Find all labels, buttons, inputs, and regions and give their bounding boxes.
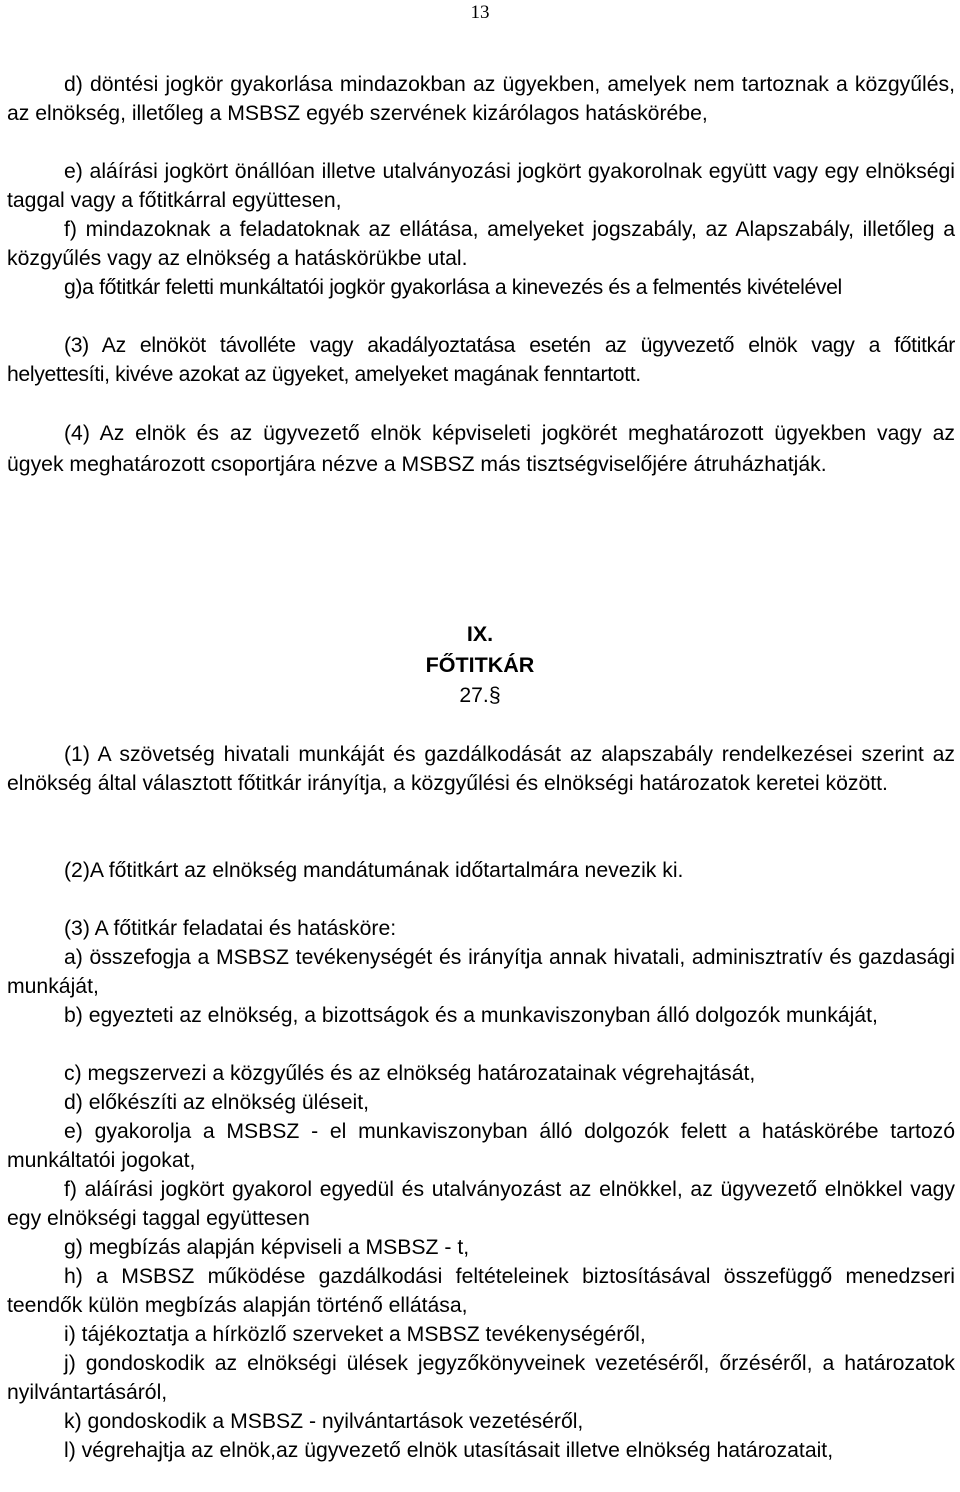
duty-i-text: i) tájékoztatja a hírközlő szerveket a MSBSZ tevékenységéről, xyxy=(64,1323,646,1346)
duty-k-text: k) gondoskodik a MSBSZ - nyilvántartások vezetéséről, xyxy=(64,1410,584,1433)
duty-g-text: g) megbízás alapján képviseli a MSBSZ - t, xyxy=(64,1236,470,1259)
duty-b-text: b) egyezteti az elnökség, a bizottságok és a munkaviszonyban álló dolgozók munkáját, xyxy=(64,1004,878,1027)
duty-j-text: j) gondoskodik az elnökségi ülések jegyzőkönyveinek vezetéséről, őrzéséről, a határozatok nyilvántartásáról, xyxy=(7,1352,955,1404)
paragraph-27-1-text: (1) A szövetség hivatali munkáját és gazdálkodását az alapszabály rendelkezései szerint az elnökség által választott főtitkár irányítja, a közgyűlési és elnökségi határozatok keretei között. xyxy=(7,743,955,795)
page-number: 13 xyxy=(470,2,490,23)
duty-f-text: f) aláírási jogkört gyakorol egyedül és utalványozást az elnökkel, az ügyvezető elnökkel vagy egy elnökségi taggal együttesen xyxy=(7,1178,955,1230)
chapter-title: FŐTITKÁR xyxy=(425,653,535,677)
paragraph-27-3-intro: (3) A főtitkár feladatai és hatásköre: xyxy=(64,917,397,940)
duty-c-text: c) megszervezi a közgyűlés és az elnökség határozatainak végrehajtását, xyxy=(64,1062,756,1085)
duty-a-text: a) összefogja a MSBSZ tevékenységét és irányítja annak hivatali, adminisztratív és gazdasági munkáját, xyxy=(7,946,955,998)
item-g-text: g)a főtitkár feletti munkáltatói jogkör gyakorlása a kinevezés és a felmentés kivételével xyxy=(64,276,842,299)
duty-l-text: l) végrehajtja az elnök,az ügyvezető elnök utasításait illetve elnökség határozatait, xyxy=(64,1439,834,1462)
item-e-text: e) aláírási jogkört önállóan illetve utalványozási jogkört gyakorolnak együtt vagy egy elnökségi taggal vagy a főtitkárral együttesen, xyxy=(7,160,955,212)
duty-d-text: d) előkészíti az elnökség üléseit, xyxy=(64,1091,370,1114)
paragraph-3-text: (3) Az elnököt távolléte vagy akadályoztatása esetén az ügyvezető elnök vagy a főtitkár helyettesíti, kivéve azokat az ügyeket, amelyeket magának fenntartott. xyxy=(7,334,955,386)
item-f-text: f) mindazoknak a feladatoknak az ellátása, amelyeket jogszabály, az Alapszabály, illetőleg a közgyűlés vagy az elnökség a hatáskörükbe utal. xyxy=(7,218,955,270)
section-sign-icon: § xyxy=(488,684,501,707)
duty-e-text: e) gyakorolja a MSBSZ - el munkaviszonyban álló dolgozók felett a hatáskörébe tartozó munkáltatói jogokat, xyxy=(7,1120,955,1172)
chapter-number: IX. xyxy=(466,622,494,646)
paragraph-27-2-text: (2)A főtitkárt az elnökség mandátumának időtartalmára nevezik ki. xyxy=(64,859,684,882)
section-number xyxy=(0,681,960,710)
item-d-text: d) döntési jogkör gyakorlása mindazokban az ügyekben, amelyek nem tartoznak a közgyűlés, az elnökség, illetőleg a MSBSZ egyéb szervének kizárólagos hatáskörébe, xyxy=(7,73,955,125)
section-number-text: 27. xyxy=(459,684,489,707)
duty-h-text: h) a MSBSZ működése gazdálkodási feltételeinek biztosításával összefüggő menedzseri teendők külön megbízás alapján történő ellátása, xyxy=(7,1265,955,1317)
paragraph-4-text: (4) Az elnök és az ügyvezető elnök képviseleti jogkörét meghatározott ügyekben vagy az ügyek meghatározott csoportjára nézve a MSBSZ más tisztségviselőjére átruházhatják. xyxy=(7,422,955,476)
